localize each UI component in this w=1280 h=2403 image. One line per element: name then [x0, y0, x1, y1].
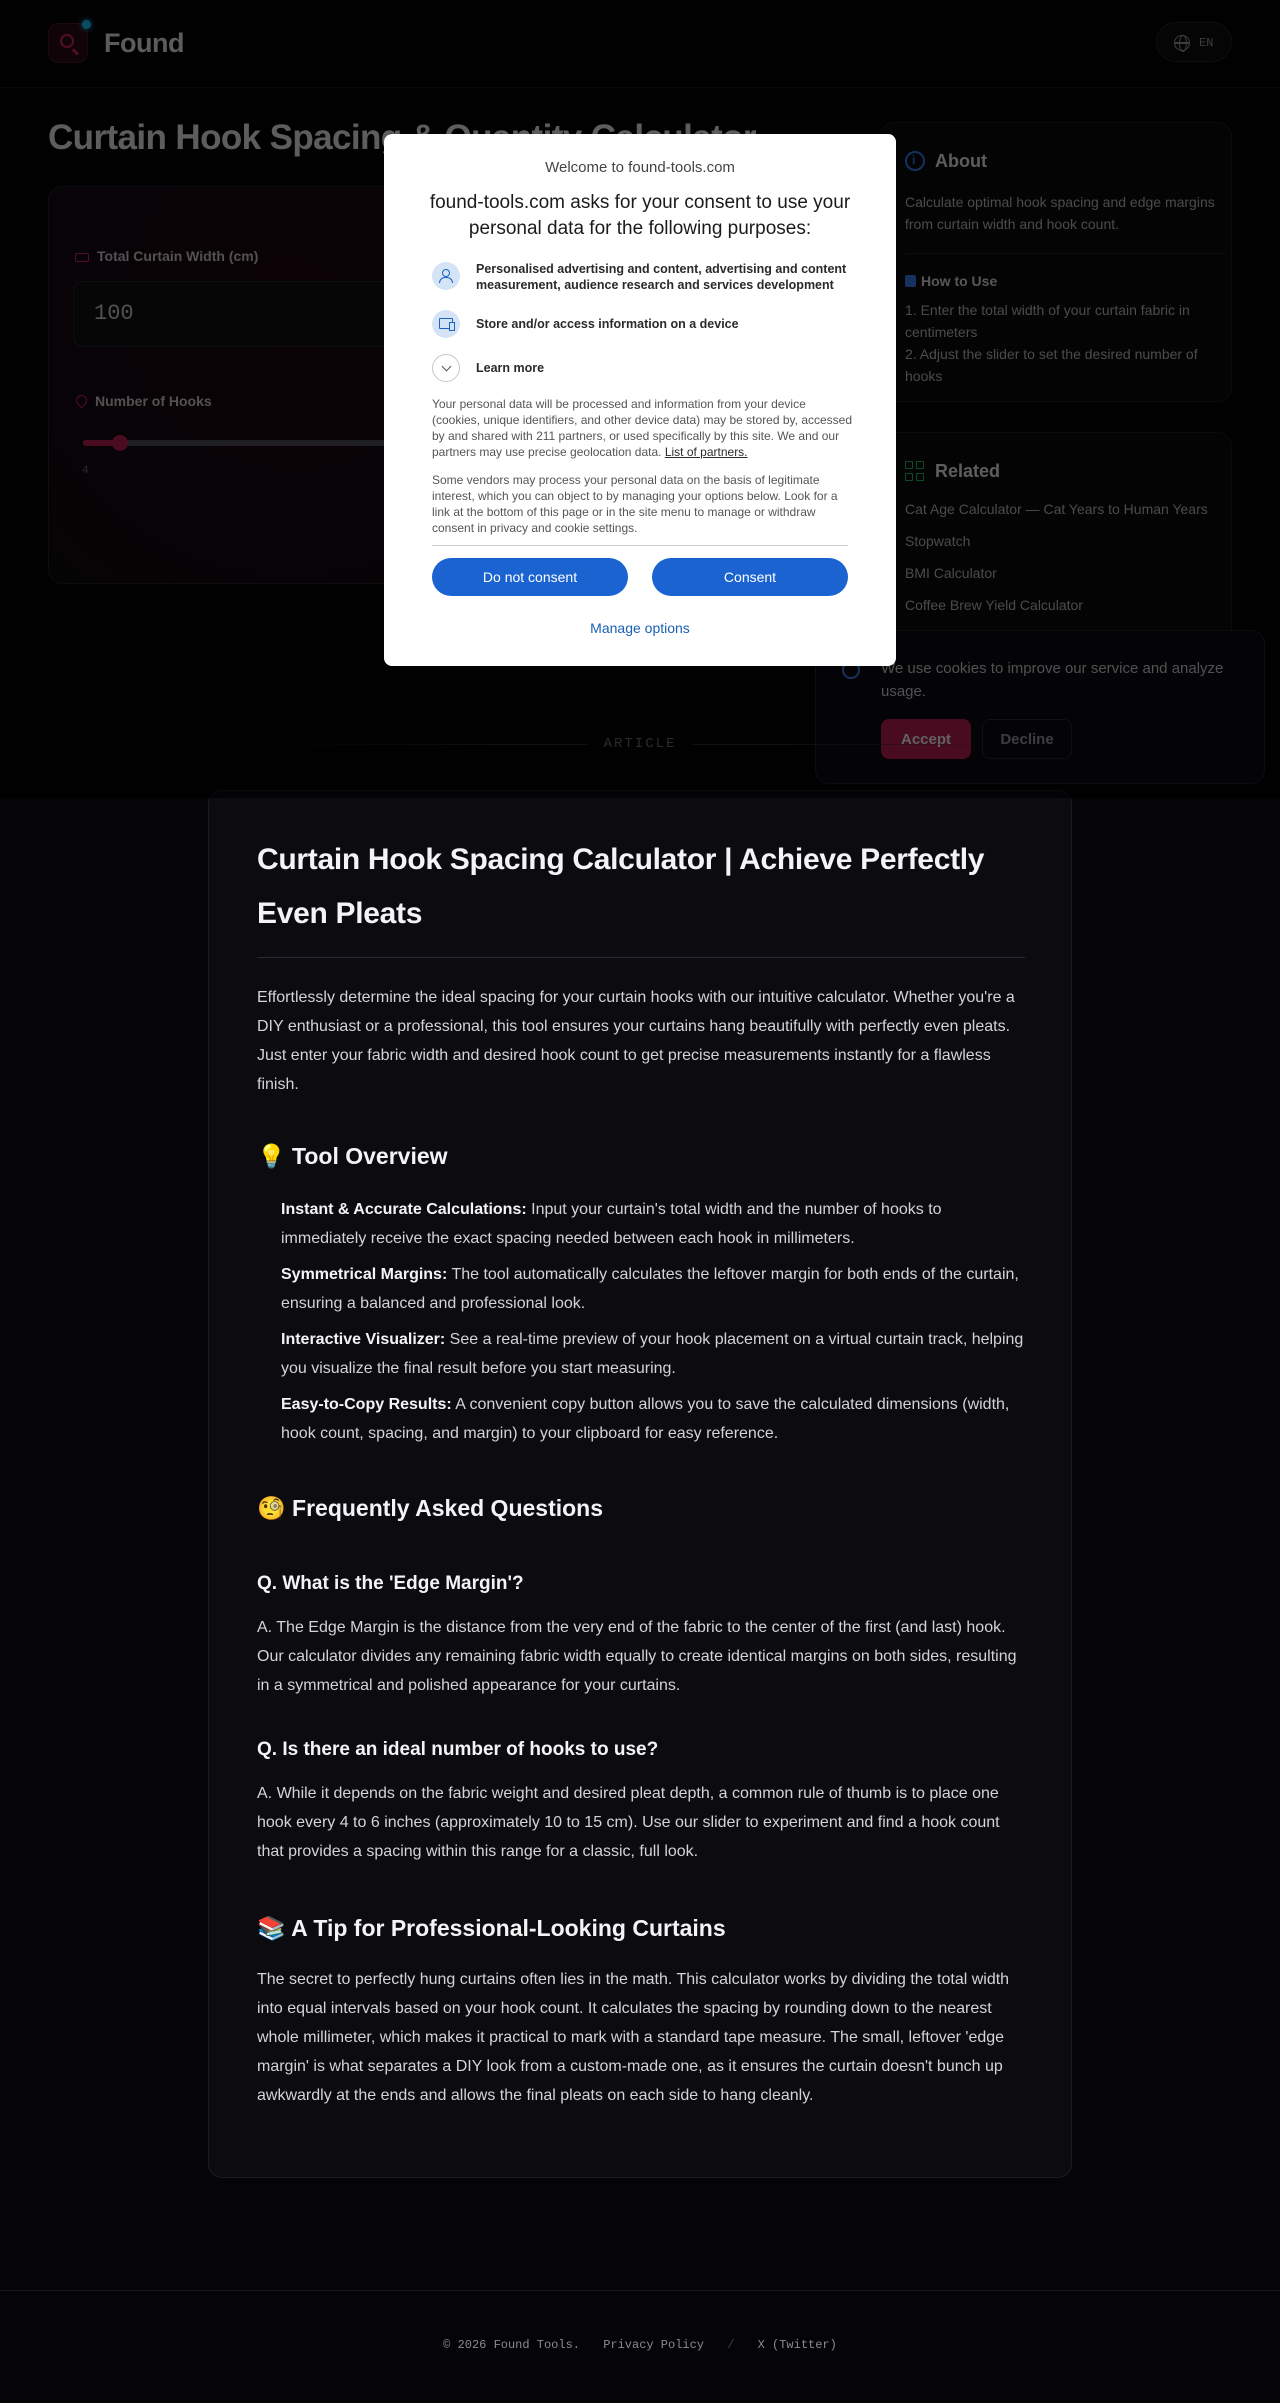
faq-question: Q. What is the 'Edge Margin'? — [257, 1573, 524, 1594]
purpose-text: Store and/or access information on a device — [476, 317, 739, 331]
person-icon — [432, 262, 460, 290]
article-intro: Effortlessly determine the ideal spacing for your curtain hooks with our intuitive calculator. Whether you're a DIY enthusiast or a professional, this tool ensures your curtains hang beautifully with perfectly even pleats. Just enter your fabric width and desired hook count to get precise measurements instantly for a flawless finish. — [257, 989, 1015, 1093]
consent-button[interactable]: Consent — [652, 558, 848, 596]
feature-item: Easy-to-Copy Results: A convenient copy button allows you to save the calculated dimensions (width, hook count, spacing, and margin) to your clipboard for easy reference. — [281, 1396, 1010, 1442]
faq-question: Q. Is there an ideal number of hooks to use? — [257, 1739, 659, 1760]
copyright: © 2026 Found Tools. — [443, 2338, 580, 2352]
faq-answer: A. While it depends on the fabric weight and desired pleat depth, a common rule of thumb is to place one hook every 4 to 6 inches (approximately 10 to 15 cm). Use our slider to experiment and find a hook count that provides a spacing within this range for a classic, full look. — [257, 1785, 1000, 1860]
partners-link[interactable]: List of partners. — [664, 445, 748, 459]
overview-heading: 💡 Tool Overview — [257, 1143, 448, 1169]
chevron-down-icon — [432, 354, 460, 382]
consent-body-1: Your personal data will be processed and information from your device (cookies, unique identifiers, and other device data) may be stored by, accessed by and shared with 211 partners, or used specifically by this site. We and our partners may use precise geolocation data. List of partners. — [432, 397, 853, 459]
learn-more-label: Learn more — [476, 361, 545, 375]
consent-body-2: Some vendors may process your personal data on the basis of legitimate interest, which you can object to by managing your options below. Look for a link at the bottom of this page or in the site menu to manage or withdraw consent in privacy and cookie settings. — [432, 473, 838, 535]
footer-separator: / — [727, 2338, 735, 2352]
tip-heading: 📚 A Tip for Professional-Looking Curtains — [257, 1915, 726, 1941]
faq-heading: 🧐 Frequently Asked Questions — [257, 1495, 604, 1521]
feature-list — [281, 1195, 1025, 1455]
article — [208, 790, 1072, 2178]
consent-title: found-tools.com asks for your consent to use your personal data for the following purposes: — [429, 192, 851, 239]
tip-text: The secret to perfectly hung curtains often lies in the math. This calculator works by dividing the total width into equal intervals based on your hook count. It calculates the spacing by rounding down to the nearest whole millimeter, which makes it practical to mark with a standard tape measure. The small, leftover 'edge margin' is what separates a DIY look from a custom-made one, as it ensures the curtain doesn't bunch up awkwardly at the ends and allows the final pleats on each side to hang cleanly. — [257, 1971, 1010, 2104]
consent-welcome: Welcome to found-tools.com — [545, 159, 735, 176]
do-not-consent-button[interactable]: Do not consent — [432, 558, 628, 596]
feature-item: Interactive Visualizer: See a real-time preview of your hook placement on a virtual curtain track, helping you visualize the final result before you start measuring. — [281, 1331, 1024, 1377]
manage-options-link[interactable]: Manage options — [590, 620, 690, 636]
footer-divider — [0, 2290, 1280, 2291]
twitter-link[interactable]: X (Twitter) — [757, 2338, 837, 2352]
feature-item: Instant & Accurate Calculations: Input your curtain's total width and the number of hooks to immediately receive the exact spacing needed between each hook in millimeters. — [281, 1201, 942, 1247]
device-icon — [432, 310, 460, 338]
title-divider — [257, 957, 1025, 958]
purpose-text: Personalised advertising and content, advertising and content measurement, audience research and services development — [476, 262, 847, 292]
footer — [0, 2338, 1280, 2352]
consent-dialog — [384, 134, 896, 666]
faq-answer: A. The Edge Margin is the distance from the very end of the fabric to the center of the first (and last) hook. Our calculator divides any remaining fabric width equally to create identical margins on both sides, resulting in a symmetrical and polished appearance for your curtains. — [257, 1619, 1017, 1694]
consent-divider — [432, 545, 848, 546]
feature-item: Symmetrical Margins: The tool automatically calculates the leftover margin for both ends of the curtain, ensuring a balanced and professional look. — [281, 1266, 1019, 1312]
privacy-link[interactable]: Privacy Policy — [603, 2338, 705, 2352]
article-title: Curtain Hook Spacing Calculator | Achieve Perfectly Even Pleats — [257, 843, 985, 930]
